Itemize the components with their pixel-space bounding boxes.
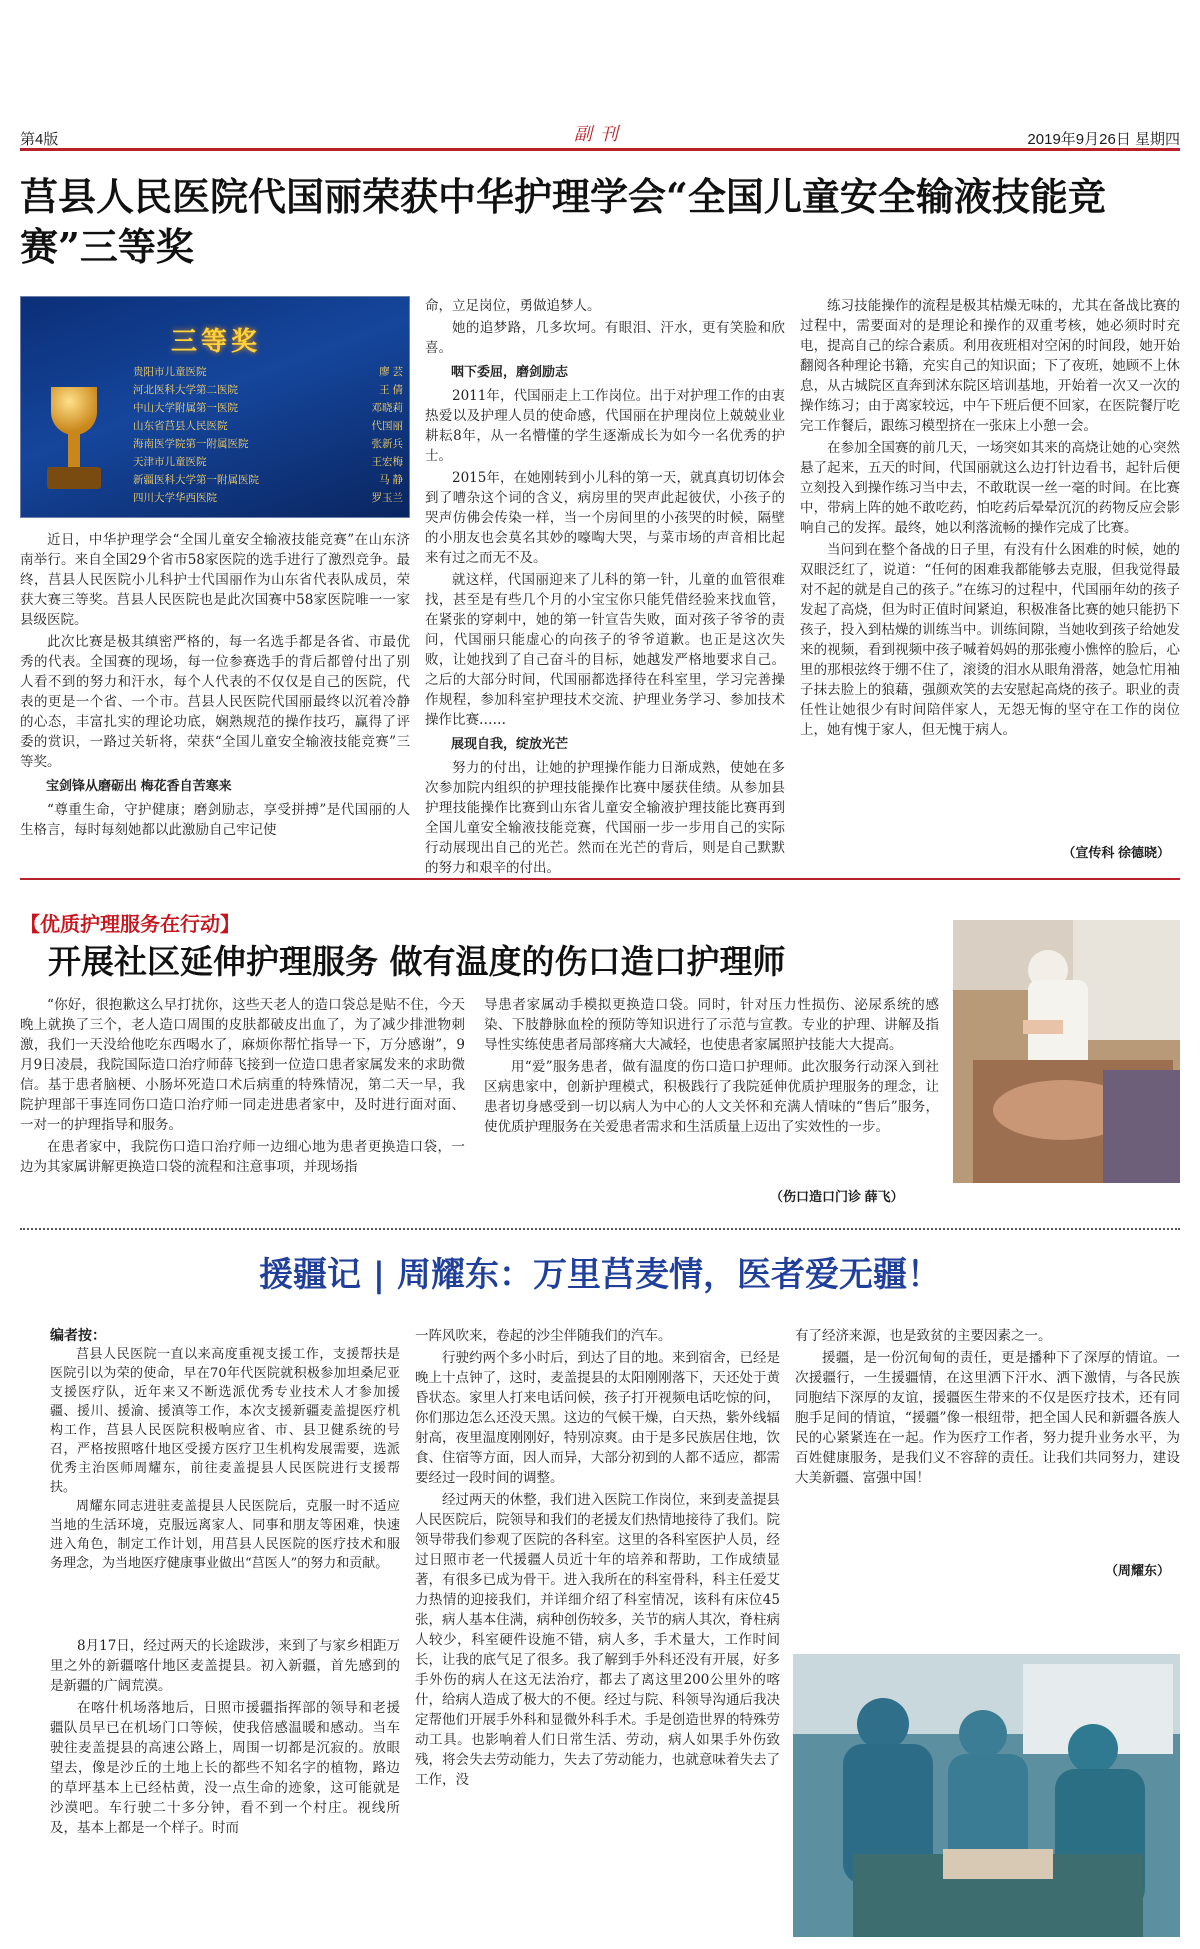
subheading: 咽下委屈，磨剑励志 xyxy=(451,364,569,379)
subheading: 展现自我，绽放光芒 xyxy=(451,736,569,751)
paragraph: 努力的付出，让她的护理操作能力日渐成熟，使她在多次参加院内组织的护理技能操作比赛中屡获佳绩。从参加县护理技能操作比赛到山东省儿童安全输液护理技能比赛再到全国儿童安全输液技能竞赛，代国丽一步一步用自己的实际行动展现出自己的光芒。然而在光芒的背后，则是自己默默的努力和艰辛的付出。 xyxy=(425,760,785,876)
award-title: 三等奖 xyxy=(171,327,262,357)
paragraph: 援疆，是一份沉甸甸的责任，更是播种下了深厚的情谊。一次援疆行，一生援疆情，在这里洒下汗水、洒下激情，与各民族同胞结下深厚的友谊，援疆医生带来的不仅是医疗技术，还有同胞手足间的情谊，“援疆”像一根纽带，把全国人民和新疆各族人民的心紧紧连在一起。作为医疗工作者，努力提升业务水平，为百姓健康服务，是我们义不容辞的责任。让我们共同努力，建设大美新疆、富强中国！ xyxy=(795,1350,1180,1486)
paragraph: 2011年，代国丽走上工作岗位。出于对护理工作的由衷热爱以及护理人员的使命感，代国丽在护理岗位上兢兢业业耕耘8年，从一名懵懂的学生逐渐成长为如今一名优秀的护士。 xyxy=(425,388,785,464)
section-name: 副刊 xyxy=(574,124,626,145)
award-row: 新疆医科大学第一附属医院 马 静 xyxy=(133,474,403,486)
award-row: 山东省莒县人民医院 代国丽 xyxy=(133,420,403,432)
paragraph: “尊重生命，守护健康；磨剑励志，享受拼搏”是代国丽的人生格言，每时每刻她都以此激励自己牢记使 xyxy=(20,802,410,838)
paragraph: 当问到在整个备战的日子里，有没有什么困难的时候，她的双眼泛红了，说道：“任何的困难我都能够去克服，但我觉得最对不起的就是自己的孩子。”在练习的过程中，代国丽年幼的孩子发起了高烧，但为时正值时间紧迫，积极准备比赛的她只能扔下孩子，投入到枯燥的训练当中。训练间隙，当她收到孩子给她发来的视频，看到视频中孩子喊着妈妈的那张瘦小憔悴的脸后，心里的那根弦终于绷不住了，滚烫的泪水从眼角滑落，她急忙用袖子抹去脸上的狼藉，强颜欢笑的去安慰起高烧的孩子。职业的责任性让她很少有时间陪伴家人，无怨无悔的坚守在工作的岗位上，她有愧于家人，但无愧于病人。 xyxy=(800,542,1180,738)
paragraph: 行驶约两个多小时后，到达了目的地。来到宿舍，已经是晚上十点钟了，这时，麦盖提县的太阳刚刚落下，天还处于黄昏状态。家里人打来电话问候，孩子打开视频电话吃惊的问，你们那边怎么还没天黑。这边的气候干燥，白天热，紫外线辐射高，夜里温度刚刚好，特别凉爽。由于是多民族居住地，饮食、住宿等方面，因人而异，大部分初到的人都不适应，都需要经过一段时间的调整。 xyxy=(415,1350,780,1486)
surgery-photo xyxy=(793,1654,1180,1937)
editor-label: 编者按： xyxy=(50,1327,106,1343)
section-divider xyxy=(20,878,1180,880)
award-row: 天津市儿童医院 王宏梅 xyxy=(133,456,403,468)
trophy-icon xyxy=(39,387,109,497)
article1-col2 xyxy=(425,296,785,880)
article1-title: 莒县人民医院代国丽荣获中华护理学会“全国儿童安全输液技能竞赛”三等奖 xyxy=(20,174,1106,269)
paragraph: 命，立足岗位，勇做追梦人。 xyxy=(425,298,601,314)
paragraph: 2015年，在她刚转到小儿科的第一天，就真真切切体会到了嘈杂这个词的含义，病房里的哭声此起彼伏，小孩子的哭声仿佛会传染一样，当一个房间里的小孩哭的时候，隔壁的小朋友也会莫名其妙的嚎啕大哭，与菜市场的声音相比起来有过之而无不及。 xyxy=(425,470,785,566)
article2-col1 xyxy=(20,995,465,1179)
article3-col1 xyxy=(50,1636,400,1840)
editor-note xyxy=(50,1326,400,1573)
paragraph: “你好，很抱歉这么早打扰你，这些天老人的造口袋总是贴不住，今天晚上就换了三个，老人造口周围的皮肤都破皮出血了，为了减少排泄物刺激，我们一天没给他吃东西喝水了，麻烦你帮忙指导一下，万分感谢”，9月9日凌晨，我院国际造口治疗师薛飞接到一位造口患者家属发来的求助微信。基于患者脑梗、小肠坏死造口术后病重的特殊情况，第二天一早，我院护理部干事连同伤口造口治疗师一同走进患者家中，及时进行面对面、一对一的护理指导和服务。 xyxy=(20,997,465,1133)
award-list xyxy=(133,363,403,507)
award-row: 海南医学院第一附属医院 张新兵 xyxy=(133,438,403,450)
article3-credit: （周耀东） xyxy=(1104,1563,1170,1578)
award-row: 中山大学附属第一医院 邓晓莉 xyxy=(133,402,403,414)
nursing-photo xyxy=(953,920,1180,1183)
article2-col2 xyxy=(484,995,939,1139)
paragraph: 此次比赛是极其缜密严格的，每一名选手都是各省、市最优秀的代表。全国赛的现场，每一位参赛选手的背后都曾付出了别人看不到的努力和汗水，每个人代表的不仅仅是自己的医院，代表的更是一个省、一个市。莒县人民医院代国丽最终以沉着冷静的心态，丰富扎实的理论功底，娴熟规范的操作技巧，赢得了评委的赏识，一路过关斩将，荣获“全国儿童安全输液技能竞赛”三等奖。 xyxy=(20,634,410,770)
section-tag: 【优质护理服务在行动】 xyxy=(20,914,240,936)
paragraph: 在参加全国赛的前几天，一场突如其来的高烧让她的心突然悬了起来，五天的时间，代国丽就这么边打针边看书，起针后便立刻投入到操作练习当中去，不敢耽误一丝一毫的时间。在比赛中，带病上阵的她不敢吃药，怕吃药后晕晕沉沉的药物反应会影响自己的发挥。最终，她以利落流畅的操作完成了比赛。 xyxy=(800,440,1180,536)
paragraph: 经过两天的休整，我们进入医院工作岗位，来到麦盖提县人民医院后，院领导和我们的老援友们热情地接待了我们。院领导带我们参观了医院的各科室。这里的各科室医护人员，经过日照市老一代援疆人员近十年的培养和帮助，工作成绩显著，有很多已成为骨干。进入我所在的科室骨科，科主任爱艾力热情的迎接我们，并详细介绍了科室情况，该科有床位45张，病人基本住满，病种创伤较多，关节的病人其次，脊柱病人较少，科室硬件设施不错，病人多，手术量大，工作时间长，让我的底气足了很多。我了解到手外科还没有开展，好多手外伤的病人在这无法治疗，都去了离这里200公里外的喀什，给病人造成了极大的不便。经过与院、科领导沟通后我决定帮他们开展手外科和显微外科手术。手是创造世界的特殊劳动工具。也影响着人们日常生活、劳动，病人如果手外伤致残，将会失去劳动能力，失去了劳动能力，也就意味着失去了工作，没 xyxy=(415,1492,780,1788)
article3-title: 援疆记 | 周耀东：万里莒麦情，医者爱无疆！ xyxy=(258,1255,942,1295)
award-row: 贵阳市儿童医院 廖 芸 xyxy=(133,366,403,378)
article2-credit: （伤口造口门诊 薛飞） xyxy=(770,1189,904,1204)
article3-col3 xyxy=(795,1326,1180,1490)
article2-title: 开展社区延伸护理服务 做有温度的伤口造口护理师 xyxy=(48,942,786,981)
article1-col3 xyxy=(800,296,1180,742)
paragraph: 周耀东同志进驻麦盖提县人民医院后，克服一时不适应当地的生活环境，克服远离家人、同事和朋友等困难，快速进入角色，制定工作计划，用莒县人民医院的医疗技术和服务理念，为当地医疗健康事业做出“莒医人”的努力和贡献。 xyxy=(50,1499,400,1571)
award-row: 四川大学华西医院 罗玉兰 xyxy=(133,492,403,504)
award-photo xyxy=(20,296,410,518)
dotted-divider xyxy=(20,1228,1180,1230)
paragraph: 用“爱”服务患者，做有温度的伤口造口护理师。此次服务行动深入到社区病患家中，创新护理模式，积极践行了我院延伸优质护理服务的理念，让患者切身感受到一切以病人为中心的人文关怀和充满人情味的“售后”服务，使优质护理服务在关爱患者需求和生活质量上迈出了实效性的一步。 xyxy=(484,1059,939,1135)
paragraph: 近日，中华护理学会“全国儿童安全输液技能竞赛”在山东济南举行。来自全国29个省市58家医院的选手进行了激烈竞争。最终，莒县人民医院小儿科护士代国丽作为山东省代表队成员，荣获大赛三等奖。莒县人民医院也是此次国赛中58家医院唯一一家县级医院。 xyxy=(20,532,410,628)
paragraph: 8月17日，经过两天的长途跋涉，来到了与家乡相距万里之外的新疆喀什地区麦盖提县。初入新疆，首先感到的是新疆的广阔荒漠。 xyxy=(50,1638,400,1694)
paragraph: 莒县人民医院一直以来高度重视支援工作，支援帮扶是医院引以为荣的使命，早在70年代医院就积极参加坦桑尼亚支援医疗队，近年来又不断选派优秀专业技术人才参加援疆、援川、援渝、援滇等工作，本次支援新疆麦盖提医疗机构工作，莒县人民医院积极响应省、市、县卫健系统的号召，严格按照喀什地区受援方医疗卫生机构发展需要，选派优秀主治医师周耀东，前往麦盖提县人民医院进行支援帮扶。 xyxy=(50,1347,400,1495)
paragraph: 在患者家中，我院伤口造口治疗师一边细心地为患者更换造口袋，一边为其家属讲解更换造口袋的流程和注意事项，并现场指 xyxy=(20,1139,465,1175)
article1-col1 xyxy=(20,530,410,842)
paragraph: 有了经济来源，也是致贫的主要因素之一。 xyxy=(795,1328,1052,1344)
article1-credit: （宣传科 徐德晓） xyxy=(1062,845,1170,860)
article3-col2 xyxy=(415,1326,780,1792)
subheading: 宝剑锋从磨砺出 梅花香自苦寒来 xyxy=(46,778,232,793)
issue-date: 2019年9月26日 星期四 xyxy=(1027,131,1180,148)
paragraph: 她的追梦路，几多坎坷。有眼泪、汗水，更有笑脸和欣喜。 xyxy=(425,320,785,356)
paragraph: 导患者家属动手模拟更换造口袋。同时，针对压力性损伤、泌尿系统的感染、下肢静脉血栓的预防等知识进行了示范与宣教。专业的护理、讲解及指导性实练使患者局部疼痛大大减轻，也使患者家属照护技能大大提高。 xyxy=(484,997,939,1053)
paragraph: 在喀什机场落地后，日照市援疆指挥部的领导和老援疆队员早已在机场门口等候，使我倍感温暖和感动。当车驶往麦盖提县的高速公路上，周围一切都是沉寂的。放眼望去，像是沙丘的土地上长的都些不知名字的植物，路边的草坪基本上已经枯黄，没一点生命的迹象，这可能就是沙漠吧。车行驶二十多分钟，看不到一个村庄。视线所及，基本上都是一个样子。时而 xyxy=(50,1700,400,1836)
paragraph: 就这样，代国丽迎来了儿科的第一针，儿童的血管很难找，甚至是有些几个月的小宝宝你只能凭借经验来找血管，在紧张的穿刺中，她的第一针宣告失败，面对孩子爷爷的责问，代国丽只能虚心的向孩子的爷爷道歉。也正是这次失败，让她找到了自己奋斗的目标，她越发严格地要求自己。之后的大部分时间，代国丽都选择待在科室里，学习完善操作规程，参加科室护理技术交流、护理业务学习、参加技术操作比赛…… xyxy=(425,572,785,728)
edition-label: 第4版 xyxy=(20,131,59,148)
paragraph: 一阵风吹来，卷起的沙尘伴随我们的汽车。 xyxy=(415,1328,672,1344)
paragraph: 练习技能操作的流程是极其枯燥无味的，尤其在备战比赛的过程中，需要面对的是理论和操作的双重考核，她必须时时充电，提高自己的综合素质。利用夜班相对空闲的时间段，她开始翻阅各种理论书籍，充实自己的知识面；下了夜班，她顾不上休息，从古城院区直奔到沭东院区培训基地，开始着一次又一次的操作练习；由于离家较远，中午下班后便不回家，在医院餐厅吃完工作餐后，跟练习模型挤在一张床上小憩一会。 xyxy=(800,298,1180,434)
award-row: 河北医科大学第二医院 王 倩 xyxy=(133,384,403,396)
header-rule xyxy=(20,148,1180,151)
